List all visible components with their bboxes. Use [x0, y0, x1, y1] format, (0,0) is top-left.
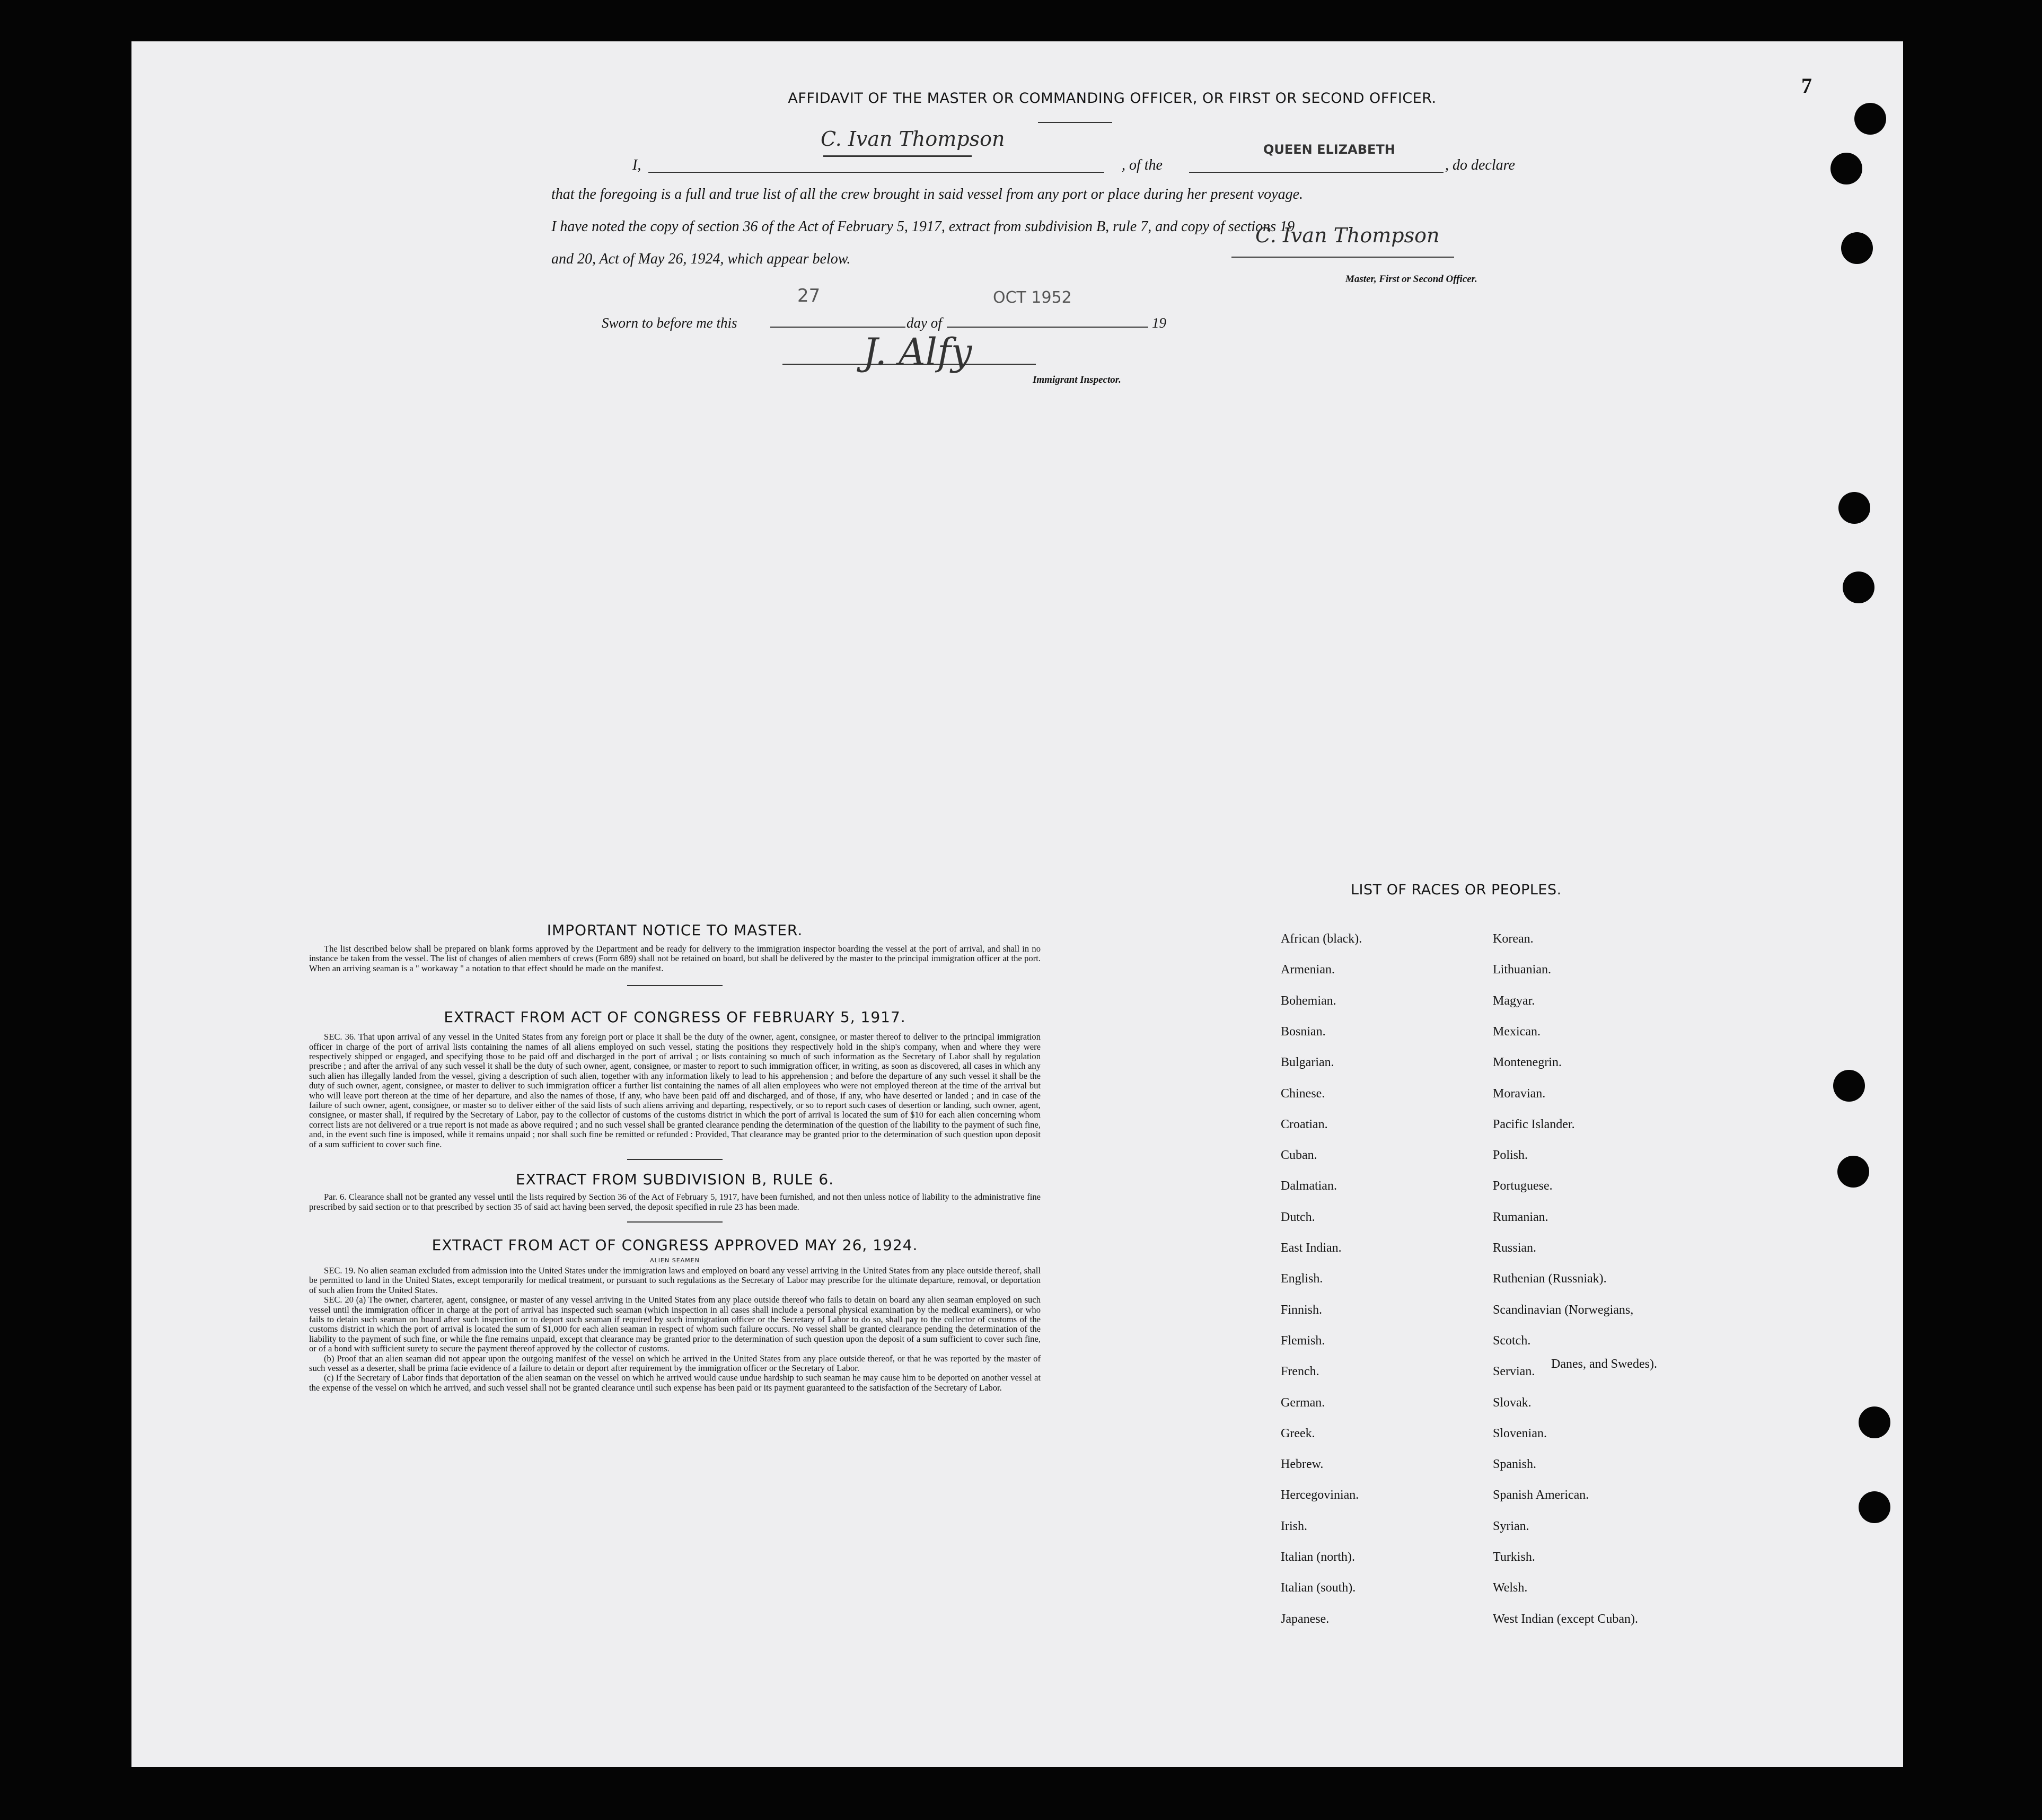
- of-the-label: , of the: [1122, 157, 1163, 173]
- punch-hole: [1859, 1491, 1890, 1523]
- vessel-line: [1189, 172, 1444, 173]
- race-item: Moravian.: [1493, 1087, 1546, 1101]
- race-item: Hercegovinian.: [1281, 1488, 1359, 1502]
- race-item: Syrian.: [1493, 1519, 1529, 1533]
- inspector-signature: J. Alfy: [863, 330, 972, 374]
- master-signature: C. Ivan Thompson: [1255, 224, 1440, 247]
- race-item: West Indian (except Cuban).: [1493, 1612, 1638, 1626]
- separator: [627, 1159, 723, 1160]
- race-item: Lithuanian.: [1493, 963, 1551, 977]
- name-line: [648, 172, 1104, 173]
- race-item: German.: [1281, 1396, 1325, 1410]
- punch-hole: [1837, 1156, 1869, 1188]
- extract-1917-title: EXTRACT FROM ACT OF CONGRESS OF FEBRUARY 5, 1917.: [444, 1008, 906, 1026]
- race-item: Flemish.: [1281, 1334, 1325, 1348]
- race-item: Bohemian.: [1281, 994, 1336, 1008]
- race-item: Pacific Islander.: [1493, 1118, 1575, 1131]
- punch-hole: [1854, 103, 1886, 135]
- affidavit-body-line-2: I have noted the copy of section 36 of the Act of February 5, 1917, extract from subdivision B, rule 7, and copy of sections 19: [551, 218, 1295, 235]
- race-item: Dutch.: [1281, 1210, 1315, 1224]
- race-item: Japanese.: [1281, 1612, 1330, 1626]
- race-item: Russian.: [1493, 1241, 1537, 1255]
- inspector-label: Immigrant Inspector.: [1033, 374, 1121, 385]
- affidavit-body-line-1: that the foregoing is a full and true list of all the crew brought in said vessel from any port or place during her present voyage.: [551, 186, 1304, 203]
- sworn-day-stamp: 27: [797, 285, 821, 306]
- race-item: Magyar.: [1493, 994, 1535, 1008]
- punch-hole: [1859, 1406, 1890, 1438]
- race-item: Korean.: [1493, 932, 1534, 946]
- affidavit-title: AFFIDAVIT OF THE MASTER OR COMMANDING OFFICER, OR FIRST OR SECOND OFFICER.: [788, 90, 1437, 107]
- alien-seamen-subtitle: ALIEN SEAMEN: [650, 1256, 700, 1264]
- race-item: Armenian.: [1281, 963, 1335, 977]
- sworn-label: Sworn to before me this: [602, 315, 737, 331]
- separator: [627, 985, 723, 986]
- race-item: Mexican.: [1493, 1025, 1541, 1039]
- race-item: Finnish.: [1281, 1303, 1323, 1317]
- race-item: East Indian.: [1281, 1241, 1342, 1255]
- month-line: [947, 327, 1148, 328]
- race-item: Irish.: [1281, 1519, 1307, 1533]
- race-item: Spanish American.: [1493, 1488, 1589, 1502]
- race-item: Italian (south).: [1281, 1581, 1356, 1595]
- extract-subdivision-title: EXTRACT FROM SUBDIVISION B, RULE 6.: [515, 1171, 834, 1189]
- signature-top-underline: [823, 155, 972, 157]
- punch-hole: [1833, 1070, 1865, 1102]
- race-item: Portuguese.: [1493, 1179, 1553, 1193]
- sworn-date-stamp: OCT 1952: [993, 288, 1072, 307]
- race-item: French.: [1281, 1365, 1319, 1378]
- race-item: Chinese.: [1281, 1087, 1325, 1101]
- race-item: Italian (north).: [1281, 1550, 1355, 1564]
- punch-hole: [1843, 572, 1874, 603]
- important-notice-body: The list described below shall be prepared on blank forms approved by the Department and be ready for delivery to the immigration inspector boarding the vessel at the port of arrival, and shall in no instance be taken from the vessel. The list of changes of alien members of crews (Form 689) shall not be retained on board, but shall be delivered by the master to the principal immigration officer at the port. When an arriving seaman is a " workaway " a notation to that effect should be made on the manifest.: [309, 944, 1041, 973]
- race-item: Servian.: [1493, 1365, 1535, 1378]
- race-item: English.: [1281, 1272, 1323, 1286]
- sec-20b-body: (b) Proof that an alien seaman did not appear upon the outgoing manifest of the vessel on which he arrived in the United States from any place outside thereof, or that he was reported by the master of such vessel as a deserter, shall be prima facie evidence of a failure to detain or deport after requirement by the immigration officer or the Secretary of Labor.: [309, 1353, 1041, 1373]
- races-title: LIST OF RACES OR PEOPLES.: [1351, 882, 1562, 898]
- vessel-name: QUEEN ELIZABETH: [1263, 142, 1395, 157]
- race-item: Spanish.: [1493, 1457, 1537, 1471]
- year-prefix: 19: [1152, 315, 1166, 331]
- affidavit-body: [551, 178, 1303, 275]
- title-underline: [1038, 122, 1112, 123]
- race-item: Bosnian.: [1281, 1025, 1326, 1039]
- race-item: Croatian.: [1281, 1118, 1328, 1131]
- race-item: Greek.: [1281, 1427, 1315, 1440]
- race-item: Bulgarian.: [1281, 1056, 1334, 1069]
- extract-1924-title: EXTRACT FROM ACT OF CONGRESS APPROVED MAY 26, 1924.: [432, 1236, 918, 1254]
- notices-column: [309, 921, 1041, 1393]
- day-of-label: day of: [906, 315, 942, 331]
- race-item: Welsh.: [1493, 1581, 1528, 1595]
- race-item: Scotch.: [1493, 1334, 1531, 1348]
- separator: [627, 1221, 723, 1223]
- race-item: Polish.: [1493, 1148, 1528, 1162]
- race-item-continuation: Danes, and Swedes).: [1551, 1357, 1657, 1371]
- paper-sheet: [131, 41, 1903, 1767]
- race-item: Turkish.: [1493, 1550, 1535, 1564]
- page-number: 7: [1801, 74, 1812, 98]
- race-item: Hebrew.: [1281, 1457, 1324, 1471]
- affidavit-body-line-3: and 20, Act of May 26, 1924, which appear below.: [551, 251, 851, 267]
- race-item: Slovak.: [1493, 1396, 1532, 1410]
- master-label: Master, First or Second Officer.: [1345, 274, 1477, 285]
- race-item: Cuban.: [1281, 1148, 1317, 1162]
- race-item: Dalmatian.: [1281, 1179, 1337, 1193]
- important-notice-title: IMPORTANT NOTICE TO MASTER.: [547, 921, 803, 939]
- extract-1917-body: SEC. 36. That upon arrival of any vessel in the United States from any foreign port or place it shall be the duty of the owner, agent, consignee, or master thereof to deliver to the principal immigration officer in charge of the port of arrival lists containing the names of all aliens employed on such vessel, stating the positions they respectively hold in the ship's company, when and where they were respectively shipped or engaged, and specifying those to be paid off and discharged in the port of arrival ; or lists containing so much of such information as the Secretary of Labor shall by regulation prescribe ; and after the arrival of any such vessel it shall be the duty of such owner, agent, consignee, or master to report to such immigration officer, in writing, as soon as discovered, all cases in which any such alien has illegally landed from the vessel, giving a description of such alien, together with any information likely to lead to his apprehension ; and before the departure of any such vessel it shall be the duty of such owner, agent, consignee, or master to deliver to such immigration officer a further list containing the names of all alien employees who were not employed thereon at the time of the arrival but who will leave port thereon at the time of her departure, and also the names of those, if any, who have been paid off and discharged, and of those, if any, who have deserted or landed ; and in case of the failure of such owner, agent, consignee, or master so to deliver either of the said lists of such aliens arriving and departing, respectively, or so to report such cases of desertion or landing, such owner, agent, consignee, or master shall, if required by the Secretary of Labor, pay to the collector of customs of the customs district in which the port of arrival is located the sum of $10 for each alien concerning whom correct lists are not delivered or a true report is not made as above required ; and no such vessel shall be granted clearance pending the determination of the question of the liability to the payment of such fine, and, in the event such fine is imposed, while it remains unpaid ; nor shall such fine be remitted or refunded : Provided, That clearance may be granted prior to the determination of such question upon deposit of a sum sufficient to cover such fine.: [309, 1032, 1041, 1149]
- master-signature-top: C. Ivan Thompson: [821, 127, 1005, 151]
- sec-19-body: SEC. 19. No alien seaman excluded from admission into the United States under the immigration laws and employed on board any vessel arriving in the United States from any place outside thereof, shall be permitted to land in the United States, except temporarily for medical treatment, or pursuant to such regulations as the Secretary of Labor may prescribe for the ultimate departure, removal, or deportation of such alien from the United States.: [309, 1265, 1041, 1295]
- master-signature-line: [1231, 257, 1454, 258]
- race-item: Ruthenian (Russniak).: [1493, 1272, 1607, 1286]
- race-item: Montenegrin.: [1493, 1056, 1562, 1069]
- sec-20a-body: SEC. 20 (a) The owner, charterer, agent, consignee, or master of any vessel arriving in the United States from any place outside thereof who fails to detain on board any alien seaman employed on such vessel until the immigration officer in charge at the port of arrival has inspected such seaman (which inspection in all cases shall include a personal physical examination by the medical examiners), or who fails to detain such seaman on board after such inspection or to deport such seaman if required by such immigration officer or the Secretary of Labor to do so, shall pay to the collector of customs of the customs district in which the port of arrival is located the sum of $1,000 for each alien seaman in respect of whom such failure occurs. No vessel shall be granted clearance pending the determination of the liability to the payment of such fine, or while the fine remains unpaid, except that clearance may be granted prior to the determination of such question upon the deposit of a sum sufficient to cover such fine, or of a bond with sufficient surety to secure the payment thereof approved by the collector of customs.: [309, 1295, 1041, 1354]
- sec-20c-body: (c) If the Secretary of Labor finds that deportation of the alien seaman on the vessel on which he arrived would cause undue hardship to such seaman he may cause him to be deported on another vessel at the expense of the vessel on which he arrived, and such vessel shall not be granted clearance until such expense has been paid or its payment guaranteed to the satisfaction of the Secretary of Labor.: [309, 1373, 1041, 1393]
- extract-subdivision-body: Par. 6. Clearance shall not be granted any vessel until the lists required by Section 36 of the Act of February 5, 1917, have been furnished, and not then unless notice of liability to the administrative fine prescribed by said section or to that prescribed by section 35 of said act having been served, the deposit specified in rule 23 has been made.: [309, 1192, 1041, 1212]
- race-item: African (black).: [1281, 932, 1362, 946]
- day-line: [770, 327, 905, 328]
- race-item: Rumanian.: [1493, 1210, 1548, 1224]
- inspector-line: [782, 364, 1036, 365]
- i-label: I,: [632, 157, 641, 173]
- punch-hole: [1830, 153, 1862, 184]
- race-item: Scandinavian (Norwegians,: [1493, 1303, 1634, 1317]
- punch-hole: [1841, 232, 1873, 264]
- races-list: [1281, 932, 1837, 1695]
- do-declare-label: , do declare: [1445, 157, 1515, 173]
- race-item: Slovenian.: [1493, 1427, 1547, 1440]
- punch-hole: [1838, 492, 1870, 524]
